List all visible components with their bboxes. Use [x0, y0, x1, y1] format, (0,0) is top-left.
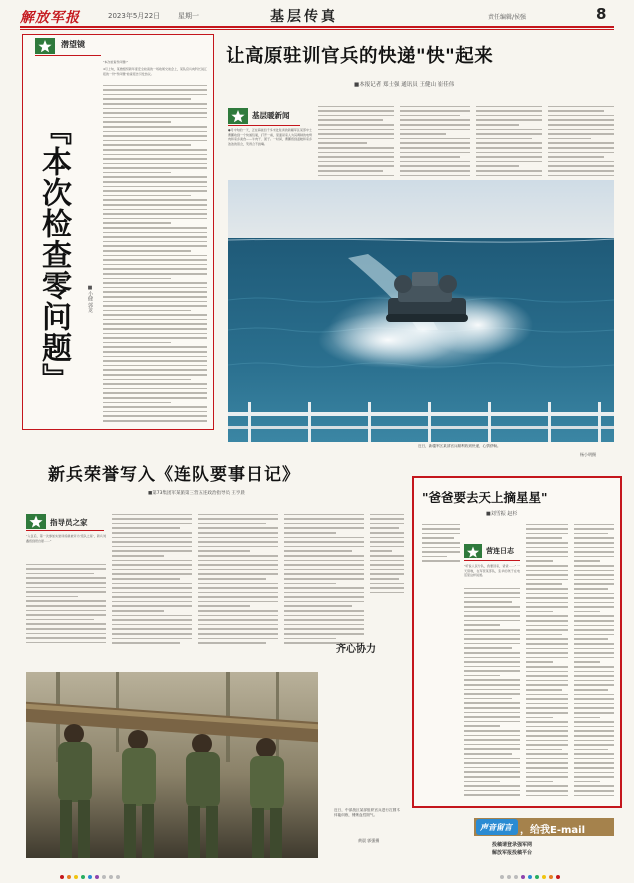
feedback-ad [474, 818, 614, 858]
bottom-dots-left [60, 864, 123, 868]
newspaper-logo: 解放军报 [20, 10, 80, 26]
column-title-rule [35, 55, 101, 56]
page-number: 8 [596, 5, 607, 23]
ad-slogan: ，给我E-mail [520, 825, 586, 836]
main-column-rule [228, 125, 300, 126]
boxed-column-rule [464, 560, 520, 561]
main-photo-caption: 近日，新疆军区某部官兵顺利收到快递，心情舒畅。 [418, 444, 501, 448]
boxed-column-label: 营连日志 [486, 547, 514, 555]
group-photo-caption: 近日，中部战区某部组织官兵进行扛圆木体能训练，锤炼血性胆气。 [334, 808, 400, 817]
column-badge [35, 38, 55, 54]
second-lead: "入伍后，第一次参加实装训练就被评为'连队之星'，新兵刘鑫感到很自豪……" [26, 534, 106, 543]
ad-line2: 解放军报投稿平台 [492, 850, 533, 856]
second-body-col1 [26, 562, 106, 648]
main-byline: ■本报记者 郑士强 通讯员 王健山 崔佳伟 [354, 82, 455, 88]
boxed-byline: ■刘雪振 赵杉 [486, 511, 518, 517]
star-icon [35, 38, 55, 54]
second-body-col2 [112, 512, 192, 648]
section-name: 基层传真 [270, 9, 338, 25]
column-body-text [103, 83, 207, 423]
training-illustration [26, 672, 318, 858]
column-para1: "本次检查零问题!" [103, 60, 128, 64]
editor-credit: 责任编辑/侯强 [488, 14, 527, 21]
training-photo [26, 672, 318, 858]
star-icon [464, 545, 482, 559]
boxed-body-col2 [526, 522, 568, 798]
masthead-rule-thin [20, 29, 614, 30]
issue-date: 2023年5月22日 [108, 12, 161, 20]
second-column-badge [26, 514, 46, 529]
column-qianwangjing [22, 34, 214, 430]
star-icon [26, 514, 46, 529]
boxed-column-badge [464, 544, 482, 558]
second-body-col3 [198, 512, 278, 648]
main-headline: 让高原驻训官兵的快递"快"起来 [226, 46, 494, 67]
column-title: 潜望镜 [61, 40, 85, 49]
main-lead: ●月中旬的一天，正在海拔四千多米处驻训的新疆军区某部中士曹鹏收到一个快递包裹，打开一看，里面是家人为其调制的电烤肉和家乡美食——牛肉干、团子。一时间，曹鹏感到温暖和家乡浓浓的思念，笑得合不拢嘴。 [228, 128, 312, 146]
main-photo-credit: 杨小明摄 [580, 452, 596, 457]
boxed-body-col1-top [422, 522, 460, 564]
main-body-col4 [476, 104, 542, 178]
column-para2: 4月上旬，某旅组织新年度安全检查的一场收尾交谈会上，某队官兵向科长说汇报的一份"零问题"检查报告引发热议。 [103, 67, 207, 76]
boxed-title: "爸爸要去天上摘星星" [422, 490, 548, 505]
main-body-col5 [548, 104, 614, 178]
ad-line1: 投稿请登录强军网 [492, 842, 533, 848]
main-column-badge [228, 108, 248, 124]
weekday: 星期一 [178, 12, 199, 20]
hovercraft-illustration [228, 180, 614, 442]
hovercraft-photo [228, 180, 614, 442]
vertical-headline: 『本次检查零问题』 [36, 115, 71, 394]
ad-badge-text: 声音留言 [480, 823, 512, 832]
main-body-col3 [400, 104, 470, 178]
boxed-story [412, 476, 622, 808]
boxed-body-col1 [464, 586, 520, 798]
second-column-rule [26, 530, 104, 531]
main-column-label: 基层暖新闻 [252, 111, 290, 120]
second-headline: 新兵荣誉写入《连队要事日记》 [48, 465, 300, 485]
boxed-lead: "听说人民分队，我要回家，爸爸……" 一天傍晚，在军营某部队，张华的孩子在电话里这样说道。 [464, 564, 520, 578]
vertical-byline: ■小健 郭龙 [87, 285, 93, 313]
star-icon [228, 108, 248, 124]
second-body-col5 [370, 512, 404, 598]
second-body-col4 [284, 512, 364, 648]
masthead-rule [20, 26, 614, 28]
group-photo-title: 齐心协力 [336, 644, 376, 655]
main-body-col2 [318, 104, 394, 178]
second-column-label: 指导员之家 [50, 518, 88, 527]
group-photo-credit: 黄晨 郭强摄 [358, 838, 380, 843]
second-byline: ■第73集团军某旅第三营五连政治指导员 王亨晨 [148, 491, 245, 496]
boxed-body-col3 [574, 522, 614, 798]
bottom-dots-right [500, 864, 563, 868]
